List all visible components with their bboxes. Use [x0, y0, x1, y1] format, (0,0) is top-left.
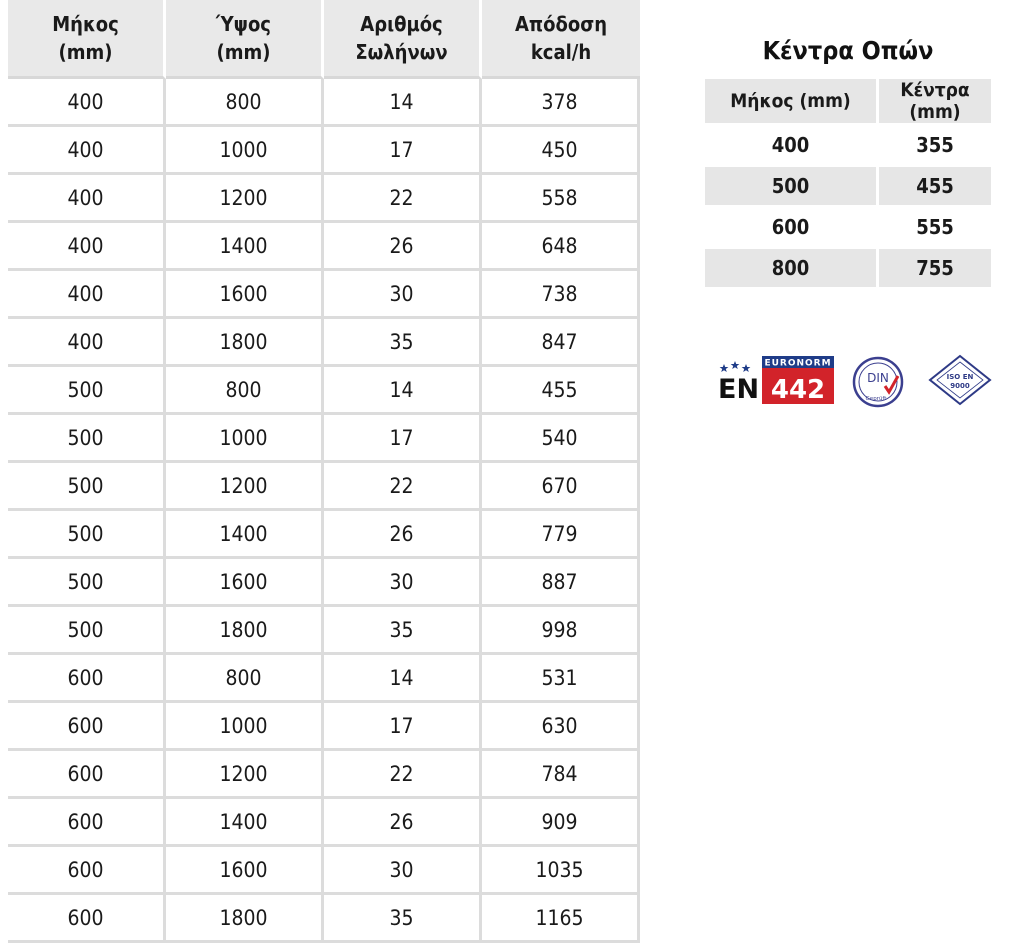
cell-tube-count: 17 [324, 703, 482, 751]
cell-output: 630 [482, 703, 640, 751]
cell-length: 400 [8, 319, 166, 367]
header-height: Ύψος (mm) [166, 0, 324, 79]
svg-text:ISO EN: ISO EN [946, 373, 974, 381]
cell-tube-count: 17 [324, 415, 482, 463]
cell-output: 784 [482, 751, 640, 799]
cell-height: 1200 [166, 175, 324, 223]
hole-centers-row [705, 126, 991, 167]
header-length: Μήκος (mm) [8, 0, 166, 79]
cell-height: 1200 [166, 463, 324, 511]
cell-length: 500 [8, 559, 166, 607]
cell-height: 800 [166, 367, 324, 415]
cell-hole-center: 555 [879, 208, 991, 249]
cell-tube-count: 26 [324, 223, 482, 271]
table-row [8, 559, 640, 607]
cell-tube-count: 30 [324, 847, 482, 895]
table-row [8, 319, 640, 367]
cell-length: 400 [8, 175, 166, 223]
cell-length: 600 [8, 655, 166, 703]
hole-centers-header-row [705, 79, 991, 126]
cell-output: 779 [482, 511, 640, 559]
cell-length: 400 [8, 79, 166, 127]
table-row [8, 511, 640, 559]
cell-output: 998 [482, 607, 640, 655]
cell-hole-center: 455 [879, 167, 991, 208]
hole-centers-table [705, 79, 991, 290]
cell-tube-count: 35 [324, 319, 482, 367]
cell-length: 400 [8, 271, 166, 319]
cell-tube-count: 30 [324, 271, 482, 319]
table-row [8, 703, 640, 751]
cell-output: 670 [482, 463, 640, 511]
cell-output: 648 [482, 223, 640, 271]
table-row [8, 223, 640, 271]
radiator-spec-table [8, 0, 640, 943]
cell-height: 1400 [166, 223, 324, 271]
cell-height: 1600 [166, 559, 324, 607]
cell-height: 1400 [166, 511, 324, 559]
cell-hole-length: 400 [705, 126, 879, 167]
cell-tube-count: 14 [324, 367, 482, 415]
cell-tube-count: 26 [324, 511, 482, 559]
table-row [8, 367, 640, 415]
cell-hole-center: 355 [879, 126, 991, 167]
cell-hole-length: 500 [705, 167, 879, 208]
table-row [8, 463, 640, 511]
svg-text:9000: 9000 [950, 382, 970, 390]
svg-text:EURONORM: EURONORM [764, 358, 832, 369]
cell-output: 887 [482, 559, 640, 607]
cell-height: 800 [166, 79, 324, 127]
header-hole-length: Μήκος (mm) [705, 79, 879, 126]
cell-output: 540 [482, 415, 640, 463]
table-row [8, 655, 640, 703]
svg-text:DIN: DIN [867, 371, 889, 385]
table-row [8, 175, 640, 223]
cell-tube-count: 14 [324, 79, 482, 127]
header-hole-center: Κέντρα (mm) [879, 79, 991, 126]
cell-tube-count: 22 [324, 175, 482, 223]
cell-output: 1035 [482, 847, 640, 895]
cell-hole-length: 800 [705, 249, 879, 290]
table-row [8, 415, 640, 463]
cell-length: 500 [8, 415, 166, 463]
svg-text:EN: EN [718, 374, 760, 405]
table-row [8, 607, 640, 655]
cell-output: 450 [482, 127, 640, 175]
cell-height: 1000 [166, 703, 324, 751]
hole-centers-row [705, 208, 991, 249]
cell-tube-count: 17 [324, 127, 482, 175]
cell-height: 1800 [166, 319, 324, 367]
cell-tube-count: 35 [324, 607, 482, 655]
cell-output: 847 [482, 319, 640, 367]
cell-output: 378 [482, 79, 640, 127]
cell-tube-count: 14 [324, 655, 482, 703]
cell-length: 400 [8, 223, 166, 271]
cell-tube-count: 30 [324, 559, 482, 607]
cell-length: 500 [8, 463, 166, 511]
cell-length: 400 [8, 127, 166, 175]
cell-output: 455 [482, 367, 640, 415]
hole-centers-title: Κέντρα Οπών [762, 36, 934, 65]
cell-height: 1800 [166, 607, 324, 655]
cell-length: 600 [8, 799, 166, 847]
header-tube-count: Αριθμός Σωλήνων [324, 0, 482, 79]
cell-output: 1165 [482, 895, 640, 943]
cell-tube-count: 22 [324, 751, 482, 799]
cell-tube-count: 26 [324, 799, 482, 847]
cell-output: 738 [482, 271, 640, 319]
din-certification-icon [852, 356, 904, 408]
cell-hole-center: 755 [879, 249, 991, 290]
cell-length: 600 [8, 895, 166, 943]
cell-height: 1400 [166, 799, 324, 847]
cell-output: 558 [482, 175, 640, 223]
cell-height: 1000 [166, 415, 324, 463]
table-header-row [8, 0, 640, 79]
cell-tube-count: 35 [324, 895, 482, 943]
table-row [8, 751, 640, 799]
cell-height: 1600 [166, 271, 324, 319]
table-row [8, 127, 640, 175]
cell-tube-count: 22 [324, 463, 482, 511]
table-row [8, 799, 640, 847]
cell-output: 909 [482, 799, 640, 847]
iso-9000-icon [926, 352, 994, 408]
cell-length: 500 [8, 511, 166, 559]
hole-centers-row [705, 249, 991, 290]
cell-height: 1800 [166, 895, 324, 943]
cell-height: 1000 [166, 127, 324, 175]
table-row [8, 895, 640, 943]
svg-text:Geprüft: Geprüft [865, 396, 887, 402]
cell-length: 600 [8, 847, 166, 895]
cell-length: 500 [8, 607, 166, 655]
hole-centers-row [705, 167, 991, 208]
cell-length: 500 [8, 367, 166, 415]
cell-height: 800 [166, 655, 324, 703]
cell-hole-length: 600 [705, 208, 879, 249]
en-442-euronorm-icon [716, 352, 836, 408]
cell-length: 600 [8, 751, 166, 799]
cell-height: 1200 [166, 751, 324, 799]
table-row [8, 271, 640, 319]
svg-text:442: 442 [770, 375, 826, 405]
cell-height: 1600 [166, 847, 324, 895]
cell-output: 531 [482, 655, 640, 703]
table-row [8, 79, 640, 127]
certification-logos [716, 352, 996, 412]
header-output: Απόδοση kcal/h [482, 0, 640, 79]
table-row [8, 847, 640, 895]
cell-length: 600 [8, 703, 166, 751]
